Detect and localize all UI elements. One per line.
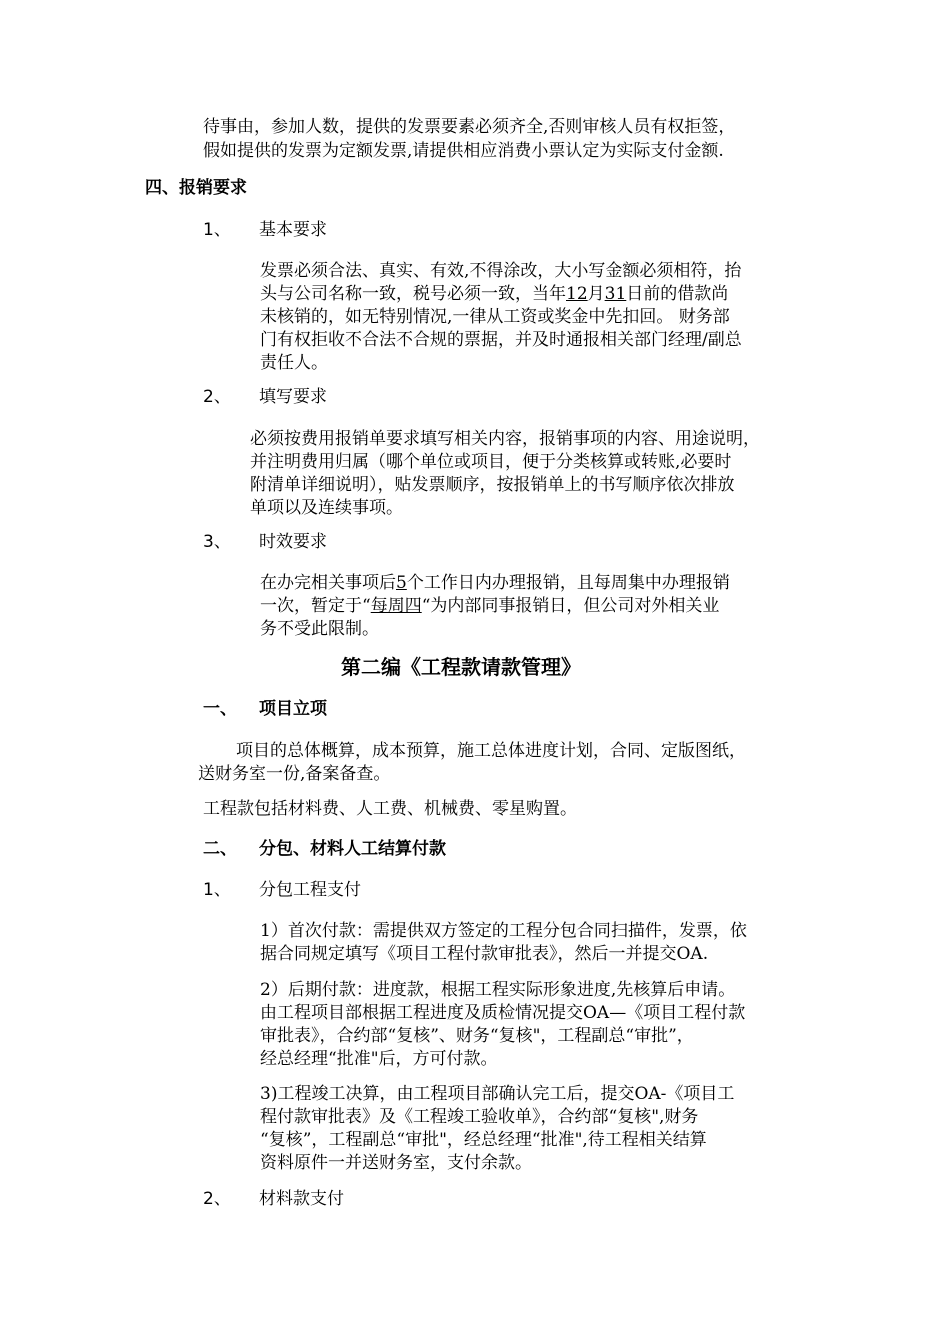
paragraph-line: 项目的总体概算，成本预算，施工总体进度计划，合同、定版图纸， bbox=[236, 741, 746, 761]
text-run: 日前的借款尚 bbox=[626, 284, 729, 304]
paragraph-line: 程付款审批表》及《工程竣工验收单》，合约部“复核",财务 bbox=[260, 1107, 699, 1127]
subsection-heading: 基本要求 bbox=[259, 220, 327, 240]
text-run: 个工作日内办理报销，且每周集中办理报销 bbox=[406, 573, 730, 593]
text-run: “为内部同事报销日，但公司对外相关业 bbox=[421, 596, 720, 616]
subsection-heading: 分包工程支付 bbox=[259, 880, 361, 900]
paragraph-line: 假如提供的发票为定额发票,请提供相应消费小票认定为实际支付金额. bbox=[203, 141, 724, 161]
paragraph-line: “复核”，工程副总“审批"，经总经理“批准",待工程相关结算 bbox=[260, 1130, 707, 1150]
paragraph-line: 经总经理“批准"后，方可付款。 bbox=[260, 1049, 498, 1069]
paragraph-line: 发票必须合法、真实、有效,不得涂改，大小写金额必须相符，抬 bbox=[260, 261, 742, 281]
paragraph-line: 附清单详细说明），贴发票顺序，按报销单上的书写顺序依次排放 bbox=[250, 475, 735, 495]
paragraph-line: 未核销的，如无特别情况,一律从工资或奖金中先扣回。 财务部 bbox=[260, 307, 730, 327]
underlined-month: 12 bbox=[566, 284, 588, 304]
paragraph-line: 门有权拒收不合法不合规的票据，并及时通报相关部门经理/副总 bbox=[260, 330, 742, 350]
item-number: 1、 bbox=[203, 880, 231, 900]
section-number: 一、 bbox=[203, 699, 237, 719]
paragraph-line: 必须按费用报销单要求填写相关内容，报销事项的内容、用途说明， bbox=[250, 429, 760, 449]
section-number: 二、 bbox=[203, 839, 237, 859]
paragraph-line: 务不受此限制。 bbox=[260, 619, 379, 639]
paragraph-line bbox=[260, 595, 719, 617]
paragraph-line: 3)工程竣工决算，由工程项目部确认完工后，提交OA-《项目工 bbox=[260, 1084, 735, 1104]
subsection-heading: 时效要求 bbox=[259, 532, 327, 552]
paragraph-line bbox=[260, 283, 728, 305]
item-number: 3、 bbox=[203, 532, 231, 552]
section-heading: 项目立项 bbox=[259, 699, 327, 719]
underlined-weekday: 每周四 bbox=[370, 596, 422, 616]
underlined-day: 31 bbox=[604, 284, 627, 304]
text-run: 月 bbox=[587, 284, 605, 304]
paragraph-line bbox=[260, 572, 730, 594]
paragraph-line: 资料原件一并送财务室，支付余款。 bbox=[260, 1153, 532, 1173]
text-run: 头与公司名称一致，税号必须一致，当年 bbox=[260, 284, 566, 304]
paragraph-line: 1）首次付款：需提供双方签定的工程分包合同扫描件，发票，依 bbox=[260, 921, 747, 941]
paragraph-line: 并注明费用归属（哪个单位或项目，便于分类核算或转账,必要时 bbox=[250, 452, 732, 472]
underlined-days: 5 bbox=[396, 573, 407, 593]
paragraph-line: 送财务室一份,备案备查。 bbox=[198, 764, 391, 784]
section-heading: 分包、材料人工结算付款 bbox=[259, 839, 446, 859]
subsection-heading: 材料款支付 bbox=[259, 1189, 344, 1209]
item-number: 1、 bbox=[203, 220, 231, 240]
paragraph-line: 责任人。 bbox=[260, 353, 328, 373]
paragraph-line: 2）后期付款：进度款，根据工程实际形象进度,先核算后申请。 bbox=[260, 980, 736, 1000]
paragraph-line: 据合同规定填写《项目工程付款审批表》，然后一并提交OA. bbox=[260, 944, 709, 964]
item-number: 2、 bbox=[203, 1189, 231, 1209]
section-heading: 四、报销要求 bbox=[145, 178, 247, 198]
paragraph-line: 待事由，参加人数，提供的发票要素必须齐全,否则审核人员有权拒签， bbox=[203, 117, 736, 137]
subsection-heading: 填写要求 bbox=[259, 387, 327, 407]
paragraph-line: 审批表》，合约部“复核”、财务“复核"，工程副总“审批”， bbox=[260, 1026, 694, 1046]
text-run: 一次，暂定于“ bbox=[260, 596, 371, 616]
paragraph-line: 单项以及连续事项。 bbox=[250, 498, 403, 518]
paragraph-line: 工程款包括材料费、人工费、机械费、零星购置。 bbox=[203, 799, 577, 819]
item-number: 2、 bbox=[203, 387, 231, 407]
part-title: 第二编《工程款请款管理》 bbox=[341, 655, 581, 679]
paragraph-line: 由工程项目部根据工程进度及质检情况提交OA—《项目工程付款 bbox=[260, 1003, 746, 1023]
text-run: 在办完相关事项后 bbox=[260, 573, 396, 593]
